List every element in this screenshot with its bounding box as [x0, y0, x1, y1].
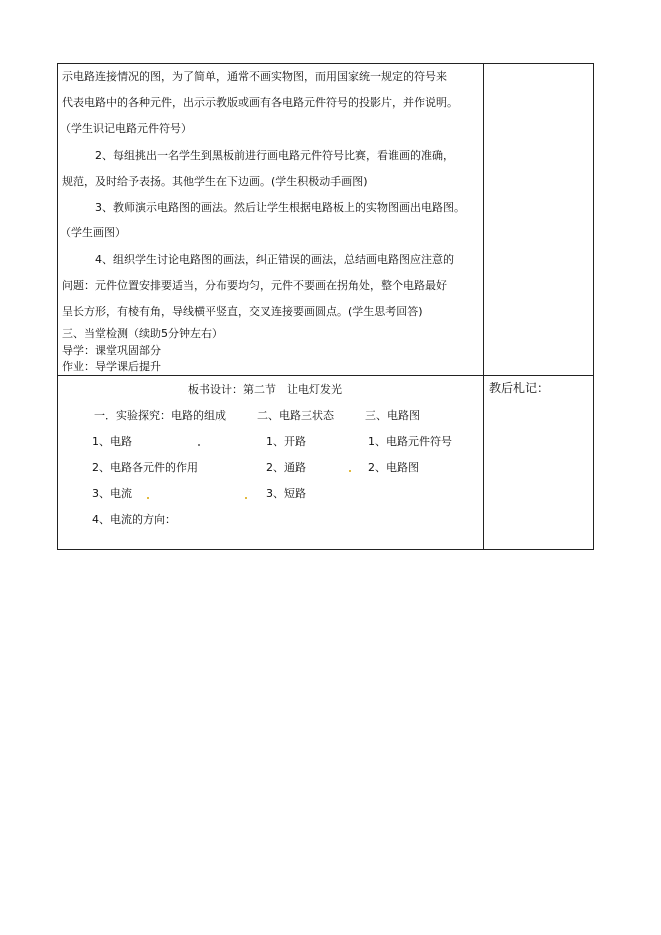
- table-column-divider: [483, 63, 484, 550]
- lesson-text-line: （学生画图）: [60, 226, 126, 239]
- lesson-text-line: 示电路连接情况的图，为了简单，通常不画实物图，而用国家统一规定的符号来: [62, 70, 447, 83]
- decorative-mark: [245, 497, 247, 499]
- decorative-mark: [198, 444, 200, 446]
- board-heading-1: 一．实验探究：电路的组成: [94, 409, 226, 422]
- table-bottom-border: [57, 549, 594, 550]
- decorative-mark: [349, 470, 351, 472]
- table-row-divider: [57, 375, 594, 376]
- board-heading-2: 二、电路三状态: [257, 409, 334, 422]
- board-item: 3、电流: [92, 487, 132, 500]
- board-item: 1、电路: [92, 435, 132, 448]
- lesson-plan-table: [57, 63, 594, 550]
- after-class-notes-label: 教后札记：: [489, 381, 550, 395]
- lesson-text-line: （学生识记电路元件符号）: [60, 122, 192, 135]
- decorative-mark: [147, 497, 149, 499]
- lesson-text-line: 规范，及时给予表扬。其他学生在下边画。(学生积极动手画图): [62, 175, 368, 188]
- lesson-text-line: 2、每组挑出一名学生到黑板前进行画电路元件符号比赛，看谁画的准确，: [95, 149, 454, 162]
- lesson-text-line: 4、组织学生讨论电路图的画法，纠正错误的画法，总结画电路图应注意的: [95, 253, 454, 266]
- board-item: 1、电路元件符号: [368, 435, 452, 448]
- board-item: 3、短路: [266, 487, 306, 500]
- lesson-text-line: 代表电路中的各种元件，出示示教版或画有各电路元件符号的投影片，并作说明。: [62, 96, 458, 109]
- lesson-text-line: 呈长方形，有棱有角，导线横平竖直，交叉连接要画圆点。(学生思考回答): [62, 305, 423, 318]
- table-top-border: [57, 63, 594, 64]
- table-left-border: [57, 63, 58, 550]
- board-item: 2、电路各元件的作用: [92, 461, 198, 474]
- homework-line: 作业：导学课后提升: [62, 360, 161, 373]
- board-item: 2、电路图: [368, 461, 419, 474]
- table-right-border: [593, 63, 594, 550]
- section-3-heading: 三、当堂检测（续助5分钟左右）: [62, 327, 223, 340]
- board-heading-3: 三、电路图: [365, 409, 420, 422]
- lesson-text-line: 3、教师演示电路图的画法。然后让学生根据电路板上的实物图画出电路图。: [95, 201, 465, 214]
- board-title: 板书设计：第二节 让电灯发光: [188, 383, 342, 396]
- guide-line: 导学：课堂巩固部分: [62, 344, 161, 357]
- lesson-text-line: 问题：元件位置安排要适当，分布要均匀，元件不要画在拐角处，整个电路最好: [62, 279, 447, 292]
- board-item: 2、通路: [266, 461, 306, 474]
- board-item: 1、开路: [266, 435, 306, 448]
- board-item: 4、电流的方向：: [92, 513, 176, 526]
